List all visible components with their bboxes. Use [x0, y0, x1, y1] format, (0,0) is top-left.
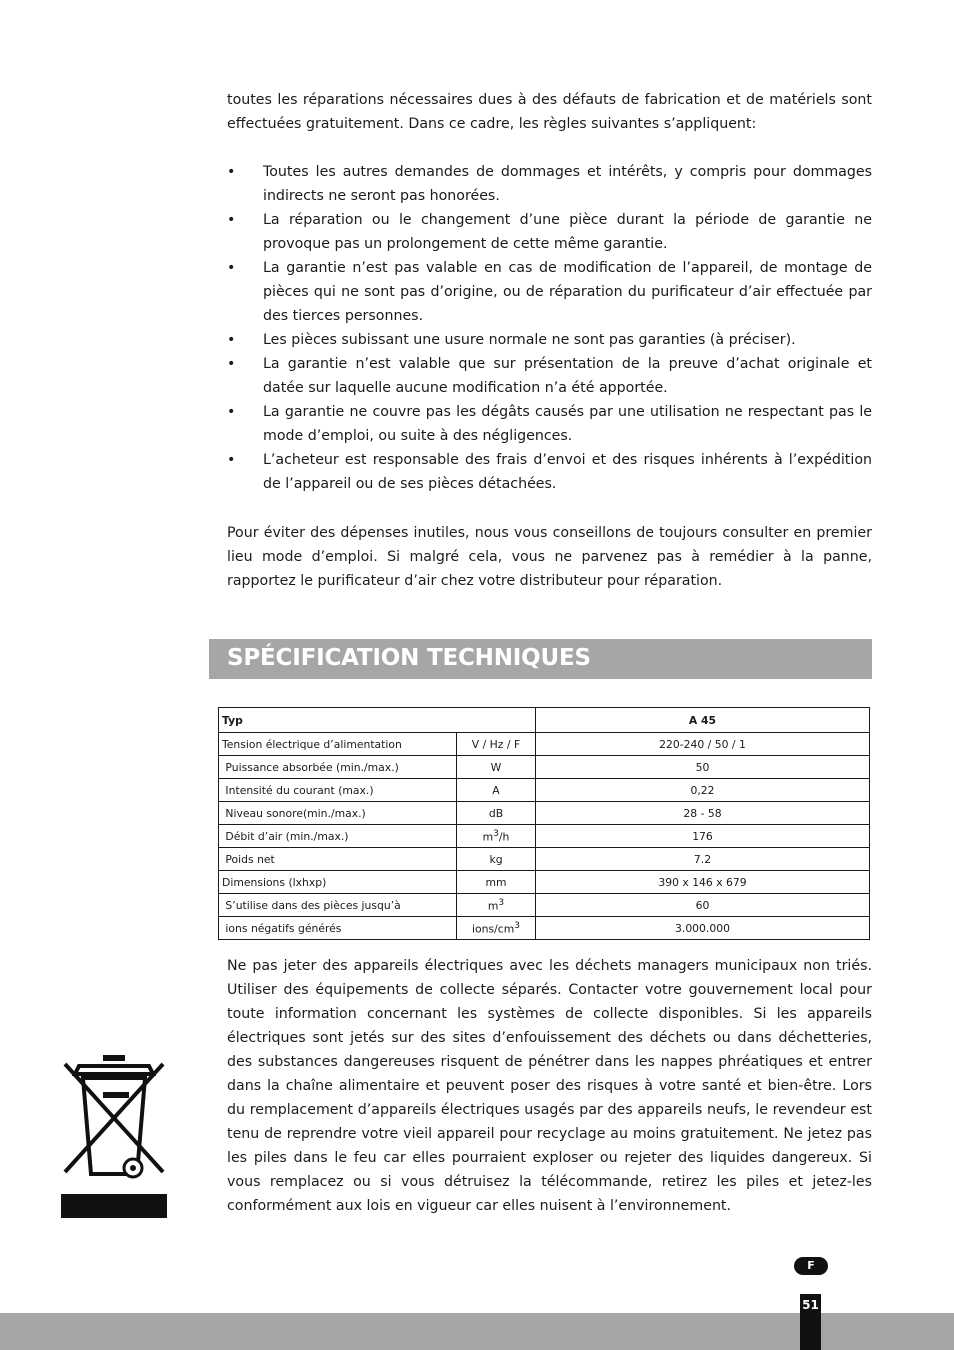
spec-unit-text: W: [490, 760, 502, 774]
list-item-text: L’acheteur est responsable des frais d’envoi et des risques inhérents à l’expédition de l’appareil ou de ses pièces détachées.: [263, 452, 872, 492]
spec-unit-text: m: [482, 830, 494, 844]
list-item: [227, 352, 872, 400]
spec-value-cell: 390 x 146 x 679: [536, 871, 870, 894]
spec-unit-suffix: /h: [498, 830, 510, 844]
spec-label-cell: Dimensions (lxhxp): [219, 871, 457, 894]
list-item: [227, 400, 872, 448]
advice-paragraph: Pour éviter des dépenses inutiles, nous vous conseillons de toujours consulter en premier lieu mode d’emploi. Si malgré cela, vous ne parvenez pas à remédier à la panne, rapportez le purificateur d’air chez votre distributeur pour réparation.: [227, 525, 872, 589]
spec-unit-cell: [457, 871, 536, 894]
table-row: [219, 894, 870, 917]
list-item: [227, 328, 872, 352]
disposal-paragraph: Ne pas jeter des appareils électriques avec les déchets managers municipaux non triés. Utiliser des équipements de collecte séparés. Contacter votre gouvernement local pour toute information concernant les systèmes de collecte disponibles. Si les appareils électriques sont jetés sur des sites d’enfouissement des déchets ou dans déchetteries, des substances dangereuses risquent de pénétrer dans les nappes phréatiques et entrer dans la chaîne alimentaire et peuvent poser des risques à votre santé et bien-être. Lors du remplacement d’appareils électriques usagés par des appareils neufs, le revendeur est tenu de reprendre votre vieil appareil pour recyclage au moins gratuitement. Ne jetez pas les piles dans le feu car elles pourraient exploser ou rejeter des liquides dangereux. Si vous remplacez ou si vous détruisez la télécommande, retirez les piles et jetez-les conformément aux lois en vigueur car elles nuisent à l’environnement.: [227, 958, 872, 1214]
table-row: [219, 802, 870, 825]
header-type-cell: Typ: [219, 708, 536, 733]
spec-unit-cell: [457, 848, 536, 871]
list-item: [227, 256, 872, 328]
section-title: SPÉCIFICATION TECHNIQUES: [227, 645, 591, 671]
spec-label-cell: Tension électrique d’alimentation: [219, 733, 457, 756]
spec-value-cell: 28 - 58: [536, 802, 870, 825]
spec-unit-exponent: 3: [498, 897, 505, 908]
list-item-text: Les pièces subissant une usure normale ne sont pas garanties (à préciser).: [263, 332, 796, 348]
spec-unit-text: mm: [485, 875, 507, 889]
spec-value-cell: 176: [536, 825, 870, 848]
specifications-table: [218, 707, 870, 940]
spec-unit-text: kg: [489, 852, 503, 866]
spec-unit-cell: [457, 733, 536, 756]
list-item-text: La garantie n’est valable que sur présentation de la preuve d’achat originale et datée sur laquelle aucune modification n’a été apportée.: [263, 356, 872, 396]
spec-unit-exponent: 3: [493, 828, 499, 839]
header-model-cell: A 45: [536, 708, 870, 733]
section-heading-bar: [209, 639, 872, 679]
list-item-text: La garantie n’est pas valable en cas de modification de l’appareil, de montage de pièces qui ne sont pas d’origine, ou de réparation du purificateur d’air effectuée par des tierces personnes.: [263, 260, 872, 324]
list-item-text: La réparation ou le changement d’une pièce durant la période de garantie ne provoque pas un prolongement de cette même garantie.: [263, 212, 872, 252]
spec-unit-exponent: 3: [514, 920, 520, 931]
list-item: [227, 208, 872, 256]
spec-label-cell: Intensité du courant (max.): [219, 779, 457, 802]
list-item: [227, 160, 872, 208]
list-item: [227, 448, 872, 496]
spec-unit-cell: [457, 825, 536, 848]
table-row: [219, 779, 870, 802]
bullet-glyph: •: [227, 452, 236, 468]
table-header-row: [219, 708, 870, 733]
spec-label-cell: Débit d’air (min./max.): [219, 825, 457, 848]
list-item-text: La garantie ne couvre pas les dégâts causés par une utilisation ne respectant pas le mode d’emploi, ou suite à des négligences.: [263, 404, 872, 444]
spec-unit-text: A: [492, 783, 500, 797]
spec-unit-cell: [457, 779, 536, 802]
spec-unit-cell: [457, 756, 536, 779]
spec-value-cell: 7.2: [536, 848, 870, 871]
spec-label-cell: Niveau sonore(min./max.): [219, 802, 457, 825]
spec-label-cell: Poids net: [219, 848, 457, 871]
table-row: [219, 733, 870, 756]
spec-unit-text: V / Hz / F: [471, 737, 521, 751]
spec-label-cell: Puissance absorbée (min./max.): [219, 756, 457, 779]
table-row: [219, 848, 870, 871]
bullet-glyph: •: [227, 332, 236, 348]
spec-label-cell: S’utilise dans des pièces jusqu’à: [219, 894, 457, 917]
spec-value-cell: 0,22: [536, 779, 870, 802]
table-row: [219, 825, 870, 848]
language-badge: F: [794, 1257, 828, 1275]
table-row: [219, 917, 870, 940]
page-number: 51: [800, 1294, 821, 1350]
spec-label-cell: ions négatifs générés: [219, 917, 457, 940]
spec-value-cell: 3.000.000: [536, 917, 870, 940]
table-row: [219, 871, 870, 894]
list-item-text: Toutes les autres demandes de dommages et intérêts, y compris pour dommages indirects ne seront pas honorées.: [263, 164, 872, 204]
spec-unit-text: ions/cm: [472, 922, 515, 936]
spec-unit-text: dB: [488, 806, 504, 820]
intro-paragraph: toutes les réparations nécessaires dues à des défauts de fabrication et de matériels sont effectuées gratuitement. Dans ce cadre, les règles suivantes s’appliquent:: [227, 92, 872, 132]
spec-value-cell: 50: [536, 756, 870, 779]
warranty-conditions-list: [227, 160, 872, 496]
spec-unit-cell: [457, 894, 536, 917]
spec-unit-text: m: [487, 899, 499, 913]
bullet-glyph: •: [227, 404, 236, 420]
spec-value-cell: 220-240 / 50 / 1: [536, 733, 870, 756]
spec-value-cell: 60: [536, 894, 870, 917]
spec-unit-cell: [457, 917, 536, 940]
table-row: [219, 756, 870, 779]
spec-unit-cell: [457, 802, 536, 825]
bullet-glyph: •: [227, 260, 236, 276]
bullet-glyph: •: [227, 356, 236, 372]
crossed-out-wheelie-bin-icon: [61, 1052, 167, 1218]
bullet-glyph: •: [227, 164, 236, 180]
bullet-glyph: •: [227, 212, 236, 228]
